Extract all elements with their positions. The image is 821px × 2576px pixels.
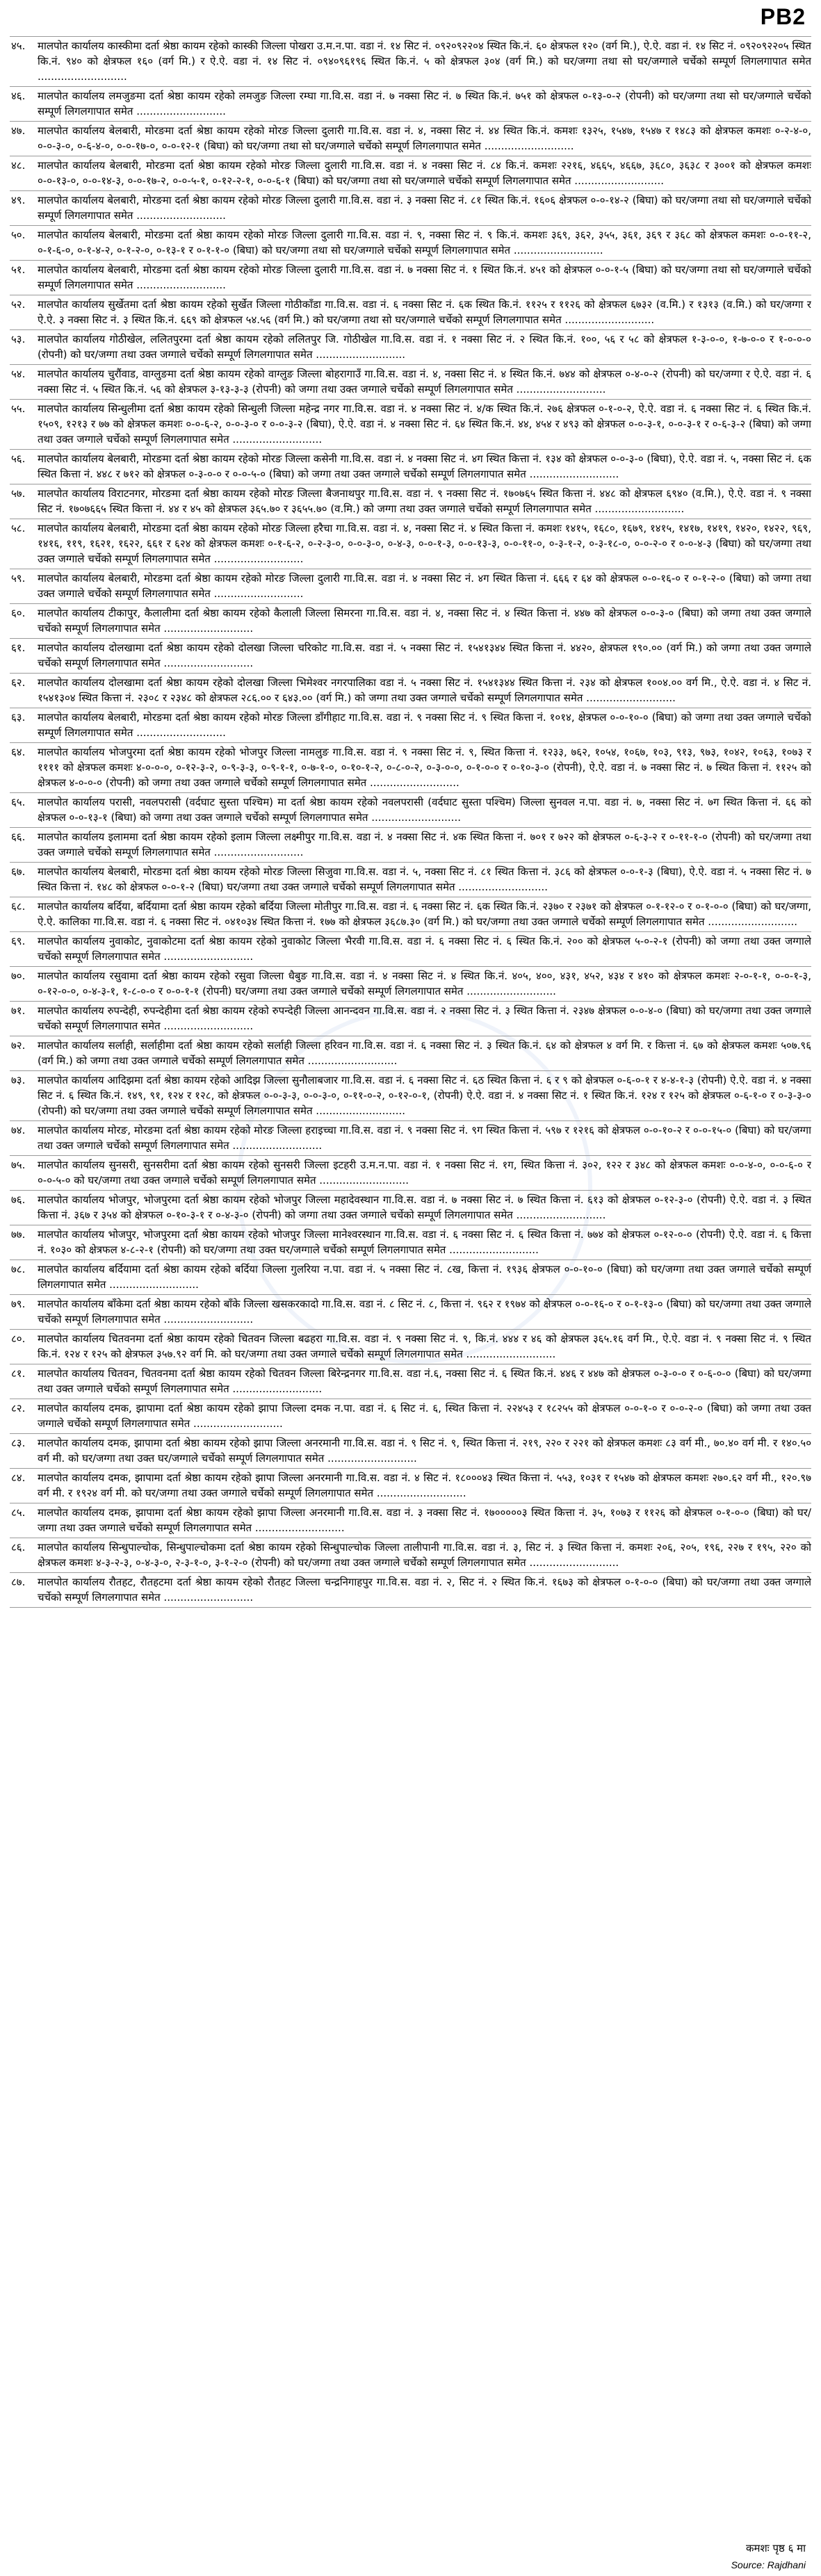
- item-number: ५७.: [11, 487, 26, 500]
- list-item: [10, 1503, 811, 1538]
- page-footer: [0, 2532, 821, 2576]
- item-text: मालपोत कार्यालय सिन्धुपाल्चोक, सिन्धुपाल्चोकमा दर्ता श्रेष्ठा कायम रहेको सिन्धुपाल्चोक जिल्ला तालीपानी गा.वि.स. वडा नं. ३, सिट नं. ३ स्थित कित्ता नं. कमशः २०६, २०५, १९६, २२७ र १९५, २२० को क्षेत्रफल कमशः ४-३-२-३, ०-४-३-०, २-३-१-०, ३-१-२-० (रोपनी) को घर/जग्गा तथा उक्त जग्गाले चर्चेको सम्पूर्ण लिगलगापात समेत ...........................: [38, 1541, 811, 1569]
- list-item: [10, 1364, 811, 1399]
- list-item: [10, 450, 811, 484]
- item-number: ८६.: [11, 1541, 26, 1554]
- item-text: मालपोत कार्यालय विराटनगर, मोरङमा दर्ता श्रेष्ठा कायम रहेको मोरङ जिल्ला बैजनाथपुर गा.वि.स. वडा नं. ९ नक्सा सिट नं. १७०७६५ स्थित कित्ता नं. ४४८ को क्षेत्रफल ६९४० (व.मि.), ऐ.ऐ. वडा नं. ९ नक्सा सिट नं. १७०७६६५ स्थित कित्ता नं. ४४ र ४५ को क्षेत्रफल ३६५.७० र ३६५५.७० (व.मि.) को जग्गा तथा उक्त जग्गाले चर्चेको सम्पूर्ण लिगलगापात समेत ...........................: [38, 487, 811, 515]
- page-code: PB2: [760, 4, 806, 29]
- item-number: ८४.: [11, 1472, 26, 1484]
- item-number: ८३.: [11, 1437, 26, 1449]
- item-number: ६७.: [11, 865, 26, 878]
- item-number: ४५.: [11, 40, 26, 52]
- item-text: मालपोत कार्यालय कास्कीमा दर्ता श्रेष्ठा कायम रहेको कास्की जिल्ला पोखरा उ.म.न.पा. वडा नं. १४ सिट नं. ०९२०९२२०४ स्थित कि.नं. ६० क्षेत्रफल १२० (वर्ग मि.), ऐ.ऐ. वडा नं. १४ सिट नं. ०९२०९२२०५ स्थित कि.नं. ९४० को क्षेत्रफल १६० (वर्ग मि.) र ऐ.ऐ. वडा नं. १४ सिट नं. ०९४०९६१९६ स्थित कि.नं. ५ को क्षेत्रफल ३०४ (वर्ग मि.) को घर/जग्गा तथा सो घर/जग्गाले चर्चेको सम्पूर्ण लिगलगापात समेत ...........................: [38, 40, 811, 83]
- list-item: [10, 156, 811, 191]
- item-text: मालपोत कार्यालय गोठीखेल, ललितपुरमा दर्ता श्रेष्ठा कायम रहेको ललितपुर जि. गोठीखेल गा.वि.स. वडा नं. १ नक्सा सिट नं. २ स्थित कि.नं. १००, ५६ र ५८ को क्षेत्रफल १-३-०-०, १-७-०-० र १-०-०-० (रोपनी) को घर/जग्गा तथा उक्त जग्गाले चर्चेको सम्पूर्ण लिगलगापात समेत ...........................: [38, 333, 811, 361]
- item-text: मालपोत कार्यालय परासी, नवलपरासी (वर्दघाट सुस्ता पश्चिम) मा दर्ता श्रेष्ठा कायम रहेको नवलपरासी (वर्दघाट सुस्ता पश्चिम) जिल्ला सुनवल न.पा. वडा नं. ७, नक्सा सिट नं. ७ग स्थित कित्ता नं. ६६ को क्षेत्रफल ०-०-१३-१ (बिघा) को जग्गा तथा उक्त जग्गाले चर्चेको सम्पूर्ण लिगलगापात समेत ...........................: [38, 796, 811, 824]
- item-text: मालपोत कार्यालय टीकापुर, कैलालीमा दर्ता श्रेष्ठा कायम रहेको कैलाली जिल्ला सिमरना गा.वि.स. वडा नं. ४, नक्सा सिट नं. ४ स्थित कित्ता नं. ४४७ को क्षेत्रफल ०-०-३-० (बिघा) को जग्गा तथा उक्त जग्गाले चर्चेको सम्पूर्ण लिगलगापात समेत ...........................: [38, 607, 811, 635]
- item-number: ५८.: [11, 522, 26, 535]
- item-text: मालपोत कार्यालय बेलबारी, मोरङमा दर्ता श्रेष्ठा कायम रहेको मोरङ जिल्ला सिजुवा गा.वि.स. वडा नं. ५, नक्सा सिट नं. ८१ स्थित कित्ता नं. ३८६ को क्षेत्रफल ०-०-१-३ (बिघा), ऐ.ऐ. वडा नं. ५ नक्सा सिट नं. ७ स्थित कित्ता नं. १४८ को क्षेत्रफल ०-०-१-२ (बिघा) घर/जग्गा तथा उक्त जग्गाले चर्चेको सम्पूर्ण लिगलगापात समेत ...........................: [38, 865, 811, 893]
- item-text: मालपोत कार्यालय दमक, झापामा दर्ता श्रेष्ठा कायम रहेको झापा जिल्ला दमक न.पा. वडा नं. ६ सिट नं. ६, स्थित कित्ता नं. २२४५३ र १८२५५ को क्षेत्रफल ०-०-१-० र ०-०-२-० (बिघा) को जग्गा तथा उक्त जग्गाले चर्चेको सम्पूर्ण लिगलगापात समेत ...........................: [38, 1402, 811, 1430]
- item-text: मालपोत कार्यालय सर्लाही, सर्लाहीमा दर्ता श्रेष्ठा कायम रहेको सर्लाही जिल्ला हरिवन गा.वि.स. वडा नं. ६ नक्सा सिट नं. ३ स्थित कि.नं. ६४ को क्षेत्रफल ४ वर्ग मि. र कित्ता नं. ६७ को क्षेत्रफल कमशः ५०७.९६ (वर्ग मि.) को जग्गा तथा उक्त जग्गाले चर्चेको सम्पूर्ण लिगलगापात समेत ...........................: [38, 1039, 811, 1067]
- item-text: मालपोत कार्यालय दमक, झापामा दर्ता श्रेष्ठा कायम रहेको झापा जिल्ला अनरमानी गा.वि.स. वडा नं. ९ सिट नं. ९, स्थित कित्ता नं. २१९, २२० र २२१ को क्षेत्रफल कमशः ८३ वर्ग मी., ७०.४० वर्ग मी. र १४०.५० वर्ग मी. को घर/जग्गा तथा उक्त घर/जग्गाले चर्चेको सम्पूर्ण लिगलगापात समेत ...........................: [38, 1437, 811, 1465]
- list-item: [10, 400, 811, 450]
- item-number: ६९.: [11, 935, 26, 947]
- item-number: ७५.: [11, 1159, 26, 1171]
- item-text: मालपोत कार्यालय सुनसरी, सुनसरीमा दर्ता श्रेष्ठा कायम रहेको सुनसरी जिल्ला इटहरी उ.म.न.पा. वडा नं. १ नक्सा सिट नं. १ग, स्थित कित्ता नं. ३०२, १२२ र ३४८ को क्षेत्रफल कमशः ०-०-४-०, ०-०-६-० र ०-०-५-० को घर/जग्गा तथा उक्त जग्गाले चर्चेको सम्पूर्ण लिगलगापात समेत ...........................: [38, 1159, 811, 1187]
- item-number: ७४.: [11, 1124, 26, 1136]
- item-number: ७३.: [11, 1074, 26, 1086]
- list-item: [10, 1399, 811, 1434]
- item-text: मालपोत कार्यालय दमक, झापामा दर्ता श्रेष्ठा कायम रहेको झापा जिल्ला अनरमानी गा.वि.स. वडा नं. ४ सिट नं. १८०००४३ स्थित कित्ता नं. ५५३, १०३१ र १५४७ को क्षेत्रफल कमशः २७०.६२ वर्ग मी., १२०.९७ वर्ग मी. र १९२४ वर्ग मी. को घर/जग्गा तथा उक्त जग्गाले चर्चेको सम्पूर्ण लिगलगापात समेत ...........................: [38, 1472, 811, 1499]
- list-item: [10, 261, 811, 295]
- source-credit: Source: Rajdhani: [731, 2559, 806, 2570]
- item-number: ७१.: [11, 1004, 26, 1017]
- item-number: ७७.: [11, 1228, 26, 1241]
- list-item: [10, 743, 811, 793]
- list-item: [10, 897, 811, 932]
- list-item: [10, 1330, 811, 1364]
- item-text: मालपोत कार्यालय दमक, झापामा दर्ता श्रेष्ठा कायम रहेको झापा जिल्ला अनरमानी गा.वि.स. वडा नं. ३ नक्सा सिट नं. १७०००००३ स्थित कित्ता नं. ३५, १०७३ र ११२६ को क्षेत्रफल ०-१-०-० (बिघा) को घर/जग्गा तथा उक्त जग्गाले चर्चेको सम्पूर्ण लिगलगापात समेत ...........................: [38, 1506, 811, 1534]
- list-item: [10, 967, 811, 1002]
- item-number: ७९.: [11, 1298, 26, 1310]
- item-number: ८५.: [11, 1506, 26, 1519]
- item-text: मालपोत कार्यालय बेलबारी, मोरङमा दर्ता श्रेष्ठा कायम रहेको मोरङ जिल्ला हरैचा गा.वि.स. वडा नं. ४, नक्सा सिट नं. ४ स्थित कित्ता नं. कमशः १४१५, १६८०, १६७९, १४१५, १४१७, १४१९, १४२०, १४२२, ९६९, १४१६, ११९, १६२१, १६२२, ६६१ र ६२४ को क्षेत्रफल कमशः ०-१-६-२, ०-२-३-०, ०-०-३-०, ०-४-३, ०-०-१-३, ०-०-१३-३, ०-०-११-०, ०-३-१-२, ०-३-१८-०, ०-०-२-० र ०-०-४-३ (बिघा) को घर/जग्गा तथा उक्त जग्गाले चर्चेको सम्पूर्ण लिगलगापात समेत ...........................: [38, 522, 811, 565]
- list-item: [10, 484, 811, 519]
- item-number: ६१.: [11, 642, 26, 654]
- item-text: मालपोत कार्यालय बर्दियामा दर्ता श्रेष्ठा कायम रहेको बर्दिया जिल्ला गुलरिया न.पा. वडा नं. ५ नक्सा सिट नं. ८ख, कित्ता नं. १९३६ क्षेत्रफल ०-०-१०-० (बिघा) को घर/जग्गा तथा उक्त जग्गाले चर्चेको सम्पूर्ण लिगलगापात समेत ...........................: [38, 1263, 811, 1291]
- list-item: [10, 708, 811, 743]
- item-text: मालपोत कार्यालय बेलबारी, मोरङमा दर्ता श्रेष्ठा कायम रहेको मोरङ जिल्ला दुलारी गा.वि.स. वडा नं. ३ नक्सा सिट नं. ८१ स्थित कि.नं. १६०६ क्षेत्रफल ०-०-१४-२ (बिघा) को घर/जग्गा तथा सो घर/जग्गाले चर्चेको सम्पूर्ण लिगलगापात समेत ...........................: [38, 194, 811, 222]
- list-item: [10, 1295, 811, 1330]
- list-item: [10, 1434, 811, 1469]
- list-item: [10, 1002, 811, 1036]
- list-item: [10, 191, 811, 226]
- list-item: [10, 1225, 811, 1260]
- item-number: ७८.: [11, 1263, 26, 1275]
- list-item: [10, 828, 811, 863]
- item-number: ५१.: [11, 263, 26, 276]
- item-number: ५५.: [11, 402, 26, 415]
- item-number: ५३.: [11, 333, 26, 345]
- notice-list: [10, 36, 811, 2527]
- item-text: मालपोत कार्यालय बेलबारी, मोरङमा दर्ता श्रेष्ठा कायम रहेको मोरङ जिल्ला डाँगीहाट गा.वि.स. वडा नं. ९ नक्सा सिट नं. ९ स्थित कित्ता नं. १०१४, क्षेत्रफल ०-०-१०-० (बिघा) को जग्गा तथा उक्त जग्गाले चर्चेको सम्पूर्ण लिगलगापात समेत ...........................: [38, 711, 811, 739]
- item-text: मालपोत कार्यालय बाँकेमा दर्ता श्रेष्ठा कायम रहेको बाँके जिल्ला खसकरकादो गा.वि.स. वडा नं. ८ सिट नं. ८, कित्ता नं. ९६२ र १९७४ को क्षेत्रफल ०-०-१६-० र ०-१-१३-० (बिघा) को घर/जग्गा तथा उक्त जग्गाले चर्चेको सम्पूर्ण लिगलगापात समेत ...........................: [38, 1298, 811, 1326]
- list-item: [10, 519, 811, 569]
- list-item: [10, 1036, 811, 1071]
- list-item: [10, 639, 811, 674]
- item-number: ५२.: [11, 298, 26, 311]
- item-number: ८०.: [11, 1332, 26, 1345]
- list-item: [10, 36, 811, 87]
- list-item: [10, 1538, 811, 1573]
- item-text: मालपोत कार्यालय चितवनमा दर्ता श्रेष्ठा कायम रहेको चितवन जिल्ला बढहरा गा.वि.स. वडा नं. ९ नक्सा सिट नं. ९, कि.नं. ४४४ र ४६ को क्षेत्रफल ३६५.१६ वर्ग मि., ऐ.ऐ. वडा नं. ९ नक्सा सिट नं. ९ स्थित कि.नं. १२४ र १२५ को क्षेत्रफल ३५७.९२ वर्ग मि. को घर/जग्गा तथा उक्त जग्गाले चर्चेको सम्पूर्ण लिगलगापात समेत ...........................: [38, 1332, 811, 1360]
- item-text: मालपोत कार्यालय लमजुङमा दर्ता श्रेष्ठा कायम रहेको लमजुङ जिल्ला रम्घा गा.वि.स. वडा नं. ७ नक्सा सिट नं. ७ स्थित कि.नं. ७५१ को क्षेत्रफल ०-१३-०-२ (रोपनी) को घर/जग्गा तथा सो घर/जग्गाले चर्चेको सम्पूर्ण लिगलगापात समेत ...........................: [38, 90, 811, 117]
- item-text: मालपोत कार्यालय चुरौंवाड, वाग्लुङमा दर्ता श्रेष्ठा कायम रहेको वाग्लुङ जिल्ला बोहरागाउँ गा.वि.स. वडा नं. ४, नक्सा सिट नं. ४ स्थित कि.नं. ७४४ को क्षेत्रफल ०-४-०-२ (रोपनी) को घर/जग्गा र ऐ.ऐ. वडा नं. ६ नक्सा सिट नं. ५ स्थित कि.नं. ५६ को क्षेत्रफल ३-१३-३-३ (रोपनी) को जग्गा तथा उक्त जग्गाले चर्चेको सम्पूर्ण लिगलगापात समेत ...........................: [38, 368, 811, 396]
- list-item: [10, 295, 811, 330]
- item-number: ४८.: [11, 159, 26, 172]
- list-item: [10, 226, 811, 261]
- item-text: मालपोत कार्यालय सुर्खेतमा दर्ता श्रेष्ठा कायम रहेको सुर्खेत जिल्ला गोठीकाँडा गा.वि.स. वडा नं. ६ नक्सा सिट नं. ६क स्थित कि.नं. ११२५ र ११२६ को क्षेत्रफल ६७३२ (व.मि.) र १३१३ (व.मि.) को घर/जग्गा र ऐ.ऐ. ३ नक्सा सिट नं. ३ स्थित कि.नं. ६६९ को क्षेत्रफल ५४.५६ (वर्ग मि.) को घर/जग्गा तथा सो घर/जग्गाले चर्चेको सम्पूर्ण लिगलगापात समेत ...........................: [38, 298, 811, 326]
- list-item: [10, 122, 811, 156]
- continued-note: कमशः पृष्ठ ६ मा: [745, 2542, 806, 2554]
- item-number: ६६.: [11, 831, 26, 843]
- item-text: मालपोत कार्यालय दोलखामा दर्ता श्रेष्ठा कायम रहेको दोलखा जिल्ला चरिकोट गा.वि.स. वडा नं. ५ नक्सा सिट नं. १५४१३४४ स्थित कित्ता नं. ४४२०, क्षेत्रफल १९०.०० (वर्ग मि.) को जग्गा तथा उक्त जग्गाले चर्चेको सम्पूर्ण लिगलगापात समेत ...........................: [38, 642, 811, 669]
- item-text: मालपोत कार्यालय दोलखामा दर्ता श्रेष्ठा कायम रहेको दोलखा जिल्ला भिमेश्वर नगरपालिका वडा नं. ५ नक्सा सिट नं. १५४१३४४ स्थित कित्ता नं. २३४ को क्षेत्रफल १००४.०० वर्ग मि., ऐ.ऐ. वडा नं. ४ सिट नं. १५४१३०४ स्थित कित्ता नं. २३०८ र २३४८ को क्षेत्रफल २८६.०० र ६४३.०० (वर्ग मि.) को जग्गा तथा उक्त जग्गाले चर्चेको सम्पूर्ण लिगलगापात समेत ...........................: [38, 676, 811, 704]
- item-number: ७०.: [11, 970, 26, 982]
- item-number: ५४.: [11, 368, 26, 380]
- item-text: मालपोत कार्यालय भोजपुरमा दर्ता श्रेष्ठा कायम रहेको भोजपुर जिल्ला नामलुङ गा.वि.स. वडा नं. ९ नक्सा सिट नं. ९, स्थित कित्ता नं. १२३३, ७६२, १०५४, १०६७, १०३, ९१३, ९७३, १०४२, १०६३, १०७३ र ११११ को क्षेत्रफल कमशः ४-०-०-०, ०-१२-३-२, ०-९-३-३, ०-९-१-१, ०-७-१-०, ०-१०-१-२, ०-८-०-२, ०-३-०-०, ०-१-०-० र ०-१०-३-० (रोपनी), ऐ.ऐ. वडा नं. ७ नक्सा सिट नं. ७ स्थित कित्ता नं. ११२५ को क्षेत्रफल ४-०-०-० (रोपनी) को जग्गा तथा उक्त जग्गाले चर्चेको सम्पूर्ण लिगलगापात समेत ...........................: [38, 746, 811, 789]
- item-text: मालपोत कार्यालय रुपन्देही, रुपन्देहीमा दर्ता श्रेष्ठा कायम रहेको रुपन्देही जिल्ला आनन्दवन गा.वि.स. वडा नं. २ नक्सा सिट नं. ३ स्थित कित्ता नं. २३४७ क्षेत्रफल ०-०-४-० (बिघा) को घर/जग्गा तथा उक्त जग्गाले चर्चेको सम्पूर्ण लिगलगापात समेत ...........................: [38, 1004, 811, 1032]
- list-item: [10, 87, 811, 122]
- item-text: मालपोत कार्यालय भोजपुर, भोजपुरमा दर्ता श्रेष्ठा कायम रहेको भोजपुर जिल्ला मानेश्वरस्थान गा.वि.स. वडा नं. ६ नक्सा सिट नं. ६ स्थित कित्ता नं. ७७४ को क्षेत्रफल ०-१२-०-० (रोपनी) ऐ.ऐ. वडा नं. ६ कित्ता नं. १०३० को क्षेत्रफल ४-८-२-१ (रोपनी) को घर/जग्गा तथा उक्त घर/जग्गाले चर्चेको सम्पूर्ण लिगलगापात समेत ...........................: [38, 1228, 811, 1256]
- item-text: मालपोत कार्यालय आदिझमा दर्ता श्रेष्ठा कायम रहेको आदिझ जिल्ला सुनौलाबजार गा.वि.स. वडा नं. ६ नक्सा सिट नं. ६ठ स्थित कित्ता नं. ६ र ९ को क्षेत्रफल ०-६-०-१ र ४-४-१-३ (रोपनी) ऐ.ऐ. वडा नं. ४ नक्सा सिट नं. ६ स्थित कि.नं. १४९, ९१, १२४ र १२८, को क्षेत्रफल ०-०-३-३, ०-०-३-०, ०-११-०-२, ०-१२-०-१, (रोपनी) ऐ.ऐ. वडा नं. ४ नक्सा सिट नं. १ स्थित कि.नं. १२४ र १२५ को क्षेत्रफल ०-६-१-० र ०-३-३-० (रोपनी) को घर/जग्गा तथा उक्त जग्गाले चर्चेको सम्पूर्ण लिगलगापात समेत ...........................: [38, 1074, 811, 1117]
- item-number: ५०.: [11, 229, 26, 241]
- list-item: [10, 932, 811, 967]
- item-number: ६३.: [11, 711, 26, 724]
- list-item: [10, 569, 811, 604]
- item-text: मालपोत कार्यालय बर्दिया, बर्दियामा दर्ता श्रेष्ठा कायम रहेको बर्दिया जिल्ला मोतीपुर गा.वि.स. वडा नं. ६ नक्सा सिट नं. ६क स्थित कि.नं. २३७० र २३७१ को क्षेत्रफल ०-१-१२-० र ०-१-०-० (बिघा) को घर/जग्गा, ऐ.ऐ. कालिका गा.वि.स. वडा नं. ६ नक्सा सिट नं. ०४१०३४ स्थित कित्ता नं. १७७ को क्षेत्रफल ३६८७.३० (वर्ग मि.) को घर/जग्गा तथा उक्त जग्गाले चर्चेको सम्पूर्ण लिगलगापात समेत ...........................: [38, 900, 811, 928]
- item-number: ७२.: [11, 1039, 26, 1052]
- list-item: [10, 1573, 811, 1608]
- item-text: मालपोत कार्यालय बेलबारी, मोरङमा दर्ता श्रेष्ठा कायम रहेको मोरङ जिल्ला दुलारी गा.वि.स. वडा नं. ४, नक्सा सिट नं. ४४ स्थित कि.नं. कमशः १३२५, १५४७, १५४७ र १४८३ को क्षेत्रफल कमशः ०-२-४-०, ०-०-३-०, ०-६-४-०, ०-०-१७-०, ०-०-१२-१ (बिघा) को घर/जग्गा तथा सो घर/जग्गाले चर्चेको सम्पूर्ण लिगलगापात समेत ...........................: [38, 124, 811, 152]
- list-item: [10, 365, 811, 400]
- item-text: मालपोत कार्यालय चितवन, चितवनमा दर्ता श्रेष्ठा कायम रहेको चितवन जिल्ला बिरेन्द्रनगर गा.वि.स. वडा नं.६, नक्सा सिट नं. ६ स्थित कि.नं. ४४६ र ४४७ को क्षेत्रफल ०-३-०-० र ०-६-०-० (बिघा) को घर/जग्गा तथा उक्त जग्गाले चर्चेको सम्पूर्ण लिगलगापात समेत ...........................: [38, 1367, 811, 1395]
- item-number: ५९.: [11, 572, 26, 585]
- list-item: [10, 863, 811, 897]
- item-text: मालपोत कार्यालय मोरङ, मोरङमा दर्ता श्रेष्ठा कायम रहेको मोरङ जिल्ला हराइच्चा गा.वि.स. वडा नं. ९ नक्सा सिट नं. ९ग स्थित कित्ता नं. ५९७ र १२१६ को क्षेत्रफल ०-०-१०-२ र ०-०-१५-० (बिघा) को घर/जग्गा तथा उक्त जग्गाले चर्चेको सम्पूर्ण लिगलगापात समेत ...........................: [38, 1124, 811, 1152]
- item-text: मालपोत कार्यालय रौतहट, रौतहटमा दर्ता श्रेष्ठा कायम रहेको रौतहट जिल्ला चन्द्रनिगाहपुर गा.वि.स. वडा नं. २, सिट नं. २ स्थित कि.नं. १६७३ को क्षेत्रफल ०-१-०-० (बिघा) को घर/जग्गा तथा उक्त जग्गाले चर्चेको सम्पूर्ण लिगलगापात समेत ...........................: [38, 1576, 811, 1604]
- item-number: ८१.: [11, 1367, 26, 1380]
- item-text: मालपोत कार्यालय नुवाकोट, नुवाकोटमा दर्ता श्रेष्ठा कायम रहेको नुवाकोट जिल्ला भैरवी गा.वि.स. वडा नं. ६ नक्सा सिट नं. ६ स्थित कि.नं. २०० को क्षेत्रफल ५-०-२-१ (रोपनी) को जग्गा तथा उक्त जग्गाले चर्चेको सम्पूर्ण लिगलगापात समेत ...........................: [38, 935, 811, 963]
- item-number: ६८.: [11, 900, 26, 913]
- item-text: मालपोत कार्यालय बेलबारी, मोरङमा दर्ता श्रेष्ठा कायम रहेको मोरङ जिल्ला दुलारी गा.वि.स. वडा नं. ७ नक्सा सिट नं. १ स्थित कि.नं. ४५१ को क्षेत्रफल ०-०-१-५ (बिघा) को घर/जग्गा तथा सो घर/जग्गाले चर्चेको सम्पूर्ण लिगलगापात समेत ...........................: [38, 263, 811, 291]
- item-number: ८२.: [11, 1402, 26, 1415]
- item-number: ७६.: [11, 1193, 26, 1206]
- item-number: ६०.: [11, 607, 26, 619]
- list-item: [10, 604, 811, 639]
- list-item: [10, 1260, 811, 1295]
- list-item: [10, 1156, 811, 1191]
- item-number: ६२.: [11, 676, 26, 689]
- item-text: मालपोत कार्यालय बेलबारी, मोरङमा दर्ता श्रेष्ठा कायम रहेको मोरङ जिल्ला दुलारी गा.वि.स. वडा नं. ९, नक्सा सिट नं. ९ कि.नं. कमशः ३६९, ३६२, ३५५, ३६१, ३६९ र ३६८ को क्षेत्रफल कमशः ०-०-११-२, ०-१-६-०, ०-१-४-२, ०-१-२-०, ०-१३-१ र ०-१-१-० (बिघा) को घर/जग्गा तथा सो घर/जग्गाले चर्चेको सम्पूर्ण लिगलगापात समेत ...........................: [38, 229, 811, 256]
- list-item: [10, 1071, 811, 1121]
- item-text: मालपोत कार्यालय इलाममा दर्ता श्रेष्ठा कायम रहेको इलाम जिल्ला लक्ष्मीपुर गा.वि.स. वडा नं. ४ नक्सा सिट नं. ४क स्थित कित्ता नं. ७०१ र ७२२ को क्षेत्रफल ०-६-३-२ र ०-११-१-० (रोपनी) को घर/जग्गा तथा उक्त जग्गाले चर्चेको सम्पूर्ण लिगलगापात समेत ...........................: [38, 831, 811, 858]
- list-item: [10, 1191, 811, 1225]
- item-text: मालपोत कार्यालय बेलबारी, मोरङमा दर्ता श्रेष्ठा कायम रहेको मोरङ जिल्ला दुलारी गा.वि.स. वडा नं. ४ नक्सा सिट नं. ८४ कि.नं. कमशः २२१६, ४६६५, ४६६७, ३६८०, ३६३८ र ३००१ को क्षेत्रफल कमशः ०-०-१३-०, ०-०-१४-३, ०-०-१७-२, ०-०-५-१, ०-१२-२-१, ०-०-६-१ (बिघा) को घर/जग्गा तथा सो घर/जग्गाले चर्चेको सम्पूर्ण लिगलगापात समेत ...........................: [38, 159, 811, 187]
- item-number: ८७.: [11, 1576, 26, 1588]
- item-number: ५६.: [11, 453, 26, 465]
- item-number: ६५.: [11, 796, 26, 808]
- list-item: [10, 793, 811, 828]
- item-text: मालपोत कार्यालय सिन्धुलीमा दर्ता श्रेष्ठा कायम रहेको सिन्धुली जिल्ला महेन्द्र नगर गा.वि.स. वडा नं. ४ नक्सा सिट नं. ४/क स्थित कि.नं. २७६ क्षेत्रफल ०-१-०-२, ऐ.ऐ. वडा नं. ६ नक्सा सिट नं. ६ स्थित कि.नं. १५०९, १२१३ र ७७ को क्षेत्रफल कमशः ०-०-६-२, ०-०-३-० र ०-०-३-२ (बिघा), ऐ.ऐ. वडा नं. ४ नक्सा सिट नं. ६४ स्थित कि.नं. ४४, ४५४ र ४९३ को क्षेत्रफल ०-०-३-१, ०-०-३-१ र ०-६-३-२ (बिघा) को जग्गा तथा उक्त जग्गाले चर्चेको सम्पूर्ण लिगलगापात समेत ...........................: [38, 402, 811, 446]
- item-number: ४७.: [11, 124, 26, 137]
- list-item: [10, 1121, 811, 1156]
- list-item: [10, 1469, 811, 1503]
- item-text: मालपोत कार्यालय बेलबारी, मोरङमा दर्ता श्रेष्ठा कायम रहेको मोरङ जिल्ला दुलारी गा.वि.स. वडा नं. ४ नक्सा सिट नं. ४ग स्थित कित्ता नं. ६६६ र ६४ को क्षेत्रफल ०-०-१६-० र ०-१-२-० (बिघा) को जग्गा तथा उक्त जग्गाले चर्चेको सम्पूर्ण लिगलगापात समेत ...........................: [38, 572, 811, 600]
- list-item: [10, 330, 811, 365]
- item-number: ४६.: [11, 90, 26, 102]
- item-text: मालपोत कार्यालय रसुवामा दर्ता श्रेष्ठा कायम रहेको रसुवा जिल्ला धैबुङ गा.वि.स. वडा नं. ४ नक्सा सिट नं. ४ स्थित कि.नं. ४०५, ४००, ४३१, ४५२, ४३४ र ४१० को क्षेत्रफल कमशः २-०-१-१, ०-०-१-३, ०-१२-०-०, ०-४-३-१, १-८-०-० र ०-०-१-१ (रोपनी) घर/जग्गा तथा उक्त जग्गाले चर्चेको सम्पूर्ण लिगलगापात समेत ...........................: [38, 970, 811, 997]
- item-number: ४९.: [11, 194, 26, 206]
- list-item: [10, 674, 811, 708]
- item-text: मालपोत कार्यालय बेलबारी, मोरङमा दर्ता श्रेष्ठा कायम रहेको मोरङ जिल्ला कसेनी गा.वि.स. वडा नं. ४ नक्सा सिट नं. ४ग स्थित कित्ता नं. १३४ को क्षेत्रफल ०-०-३-० (बिघा), ऐ.ऐ. वडा नं. ५, नक्सा सिट नं. ६क स्थित कित्ता नं. ४४८ र ७१२ को क्षेत्रफल ०-३-०-० र ०-०-५-० (बिघा) को जग्गा तथा उक्त जग्गाले चर्चेको सम्पूर्ण लिगलगापात समेत ...........................: [38, 453, 811, 480]
- item-number: ६४.: [11, 746, 26, 758]
- item-text: मालपोत कार्यालय भोजपुर, भोजपुरमा दर्ता श्रेष्ठा कायम रहेको भोजपुर जिल्ला महादेवस्थान गा.वि.स. वडा नं. ७ नक्सा सिट नं. ७ स्थित कित्ता नं. ६१३ को क्षेत्रफल ०-१२-३-० (रोपनी) ऐ.ऐ. वडा नं. ३ स्थित कित्ता नं. ३६७ र ३५४ को क्षेत्रफल ०-१०-३-१ र ०-४-३-० (रोपनी) को जग्गा तथा उक्त जग्गाले चर्चेको सम्पूर्ण लिगलगापात समेत ...........................: [38, 1193, 811, 1221]
